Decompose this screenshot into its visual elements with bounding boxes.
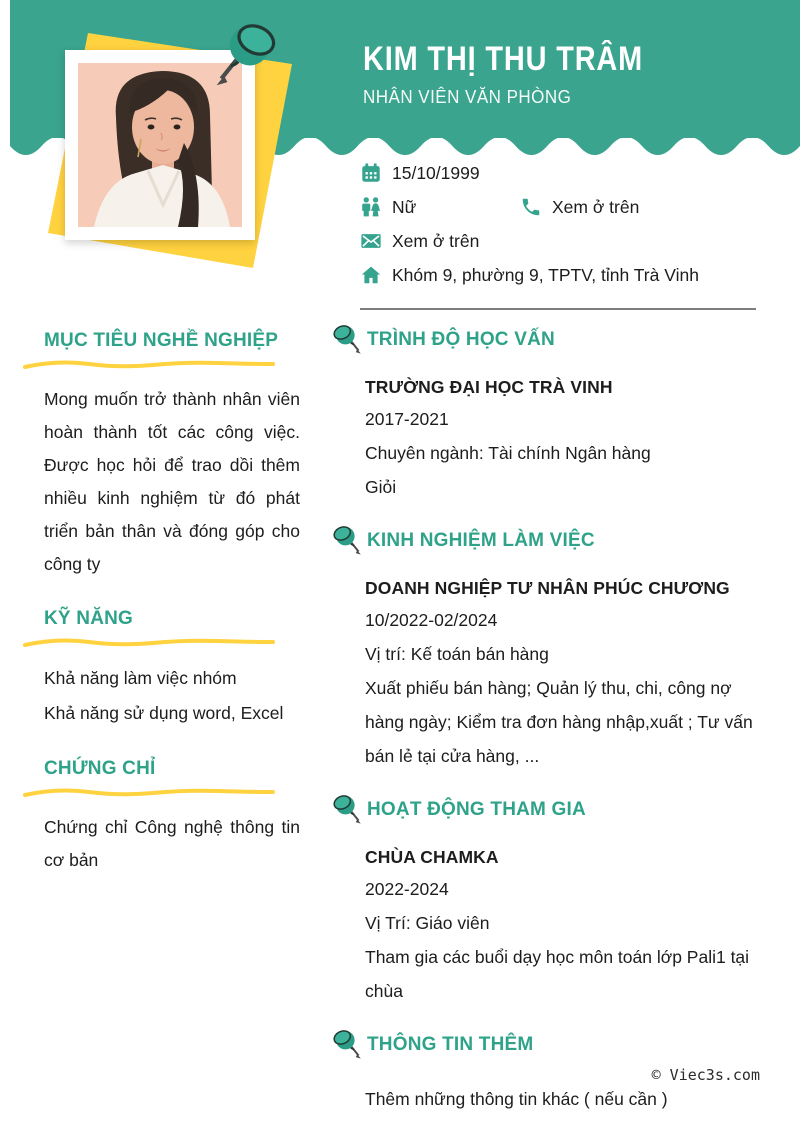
- entry-line: Chuyên ngành: Tài chính Ngân hàng: [365, 443, 651, 463]
- section-title: THÔNG TIN THÊM: [367, 1034, 534, 1055]
- contact-row-email: [360, 230, 758, 252]
- contact-row-address: [360, 264, 758, 286]
- contact-row-birthday: [360, 162, 758, 184]
- calendar-icon: [360, 162, 382, 184]
- entry-line: Tham gia các buổi dạy học môn toán lớp Pali1 tại chùa: [365, 947, 750, 1001]
- section-title: TRÌNH ĐỘ HỌC VẤN: [367, 329, 555, 350]
- section-title: HOẠT ĐỘNG THAM GIA: [367, 799, 586, 820]
- phone-icon: [520, 196, 542, 218]
- mail-icon: [360, 230, 382, 252]
- home-icon: [360, 264, 382, 286]
- section-title: KINH NGHIỆM LÀM VIỆC: [367, 530, 595, 551]
- contact-row-gender-phone: [360, 196, 758, 218]
- gender-icon: [360, 196, 382, 218]
- entry-heading: DOANH NGHIỆP TƯ NHÂN PHÚC CHƯƠNG: [365, 578, 730, 598]
- wavy-underline: [23, 637, 275, 649]
- address-value: Khóm 9, phường 9, TPTV, tỉnh Trà Vinh: [392, 264, 699, 285]
- contact-divider: [360, 308, 756, 310]
- pushpin-icon: [333, 793, 363, 827]
- entry-line: Giỏi: [365, 477, 397, 497]
- section-title: CHỨNG CHỈ: [44, 758, 156, 779]
- section-title: MỤC TIÊU NGHỀ NGHIỆP: [44, 330, 279, 351]
- section-objective: [44, 330, 300, 581]
- experience-entry: [365, 578, 757, 773]
- right-column: [333, 323, 757, 1136]
- section-certificates: [44, 758, 300, 877]
- contact-info: [360, 162, 758, 298]
- entry-heading: TRƯỜNG ĐẠI HỌC TRÀ VINH: [365, 377, 613, 397]
- pushpin-icon: [196, 22, 292, 90]
- entry-line: 10/2022-02/2024: [365, 610, 498, 630]
- birthday-value: 15/10/1999: [392, 162, 480, 183]
- email-value: Xem ở trên: [392, 230, 480, 251]
- certificate-text: Chứng chỉ Công nghệ thông tin cơ bản: [44, 817, 300, 870]
- left-column: [44, 330, 300, 904]
- skill-item: Khả năng làm việc nhóm: [44, 668, 237, 688]
- wavy-underline: [23, 359, 275, 371]
- pushpin-icon: [333, 1028, 363, 1062]
- entry-line: Thêm những thông tin khác ( nếu cần ): [365, 1089, 668, 1109]
- objective-text: Mong muốn trở thành nhân viên hoàn thành tốt các công việc. Được học hỏi để trao dồi thêm nhiều kinh nghiệm từ đó phát triển bản thân và đóng góp cho công ty: [44, 389, 300, 574]
- activity-entry: [365, 847, 757, 1008]
- entry-heading: CHÙA CHAMKA: [365, 847, 499, 867]
- pushpin-icon: [333, 323, 363, 357]
- skill-item: Khả năng sử dụng word, Excel: [44, 703, 284, 723]
- education-entry: [365, 377, 757, 504]
- section-experience: [333, 524, 757, 773]
- wavy-underline: [23, 787, 275, 799]
- additional-info-entry: [365, 1082, 757, 1116]
- phone-value: Xem ở trên: [552, 196, 640, 217]
- copyright: © Viec3s.com: [651, 1066, 760, 1084]
- section-activities: [333, 793, 757, 1008]
- section-education: [333, 323, 757, 504]
- job-title: NHÂN VIÊN VĂN PHÒNG: [363, 86, 572, 107]
- entry-line: Vị Trí: Giáo viên: [365, 913, 490, 933]
- pushpin-icon: [333, 524, 363, 558]
- gender-value: Nữ: [392, 196, 417, 217]
- entry-line: 2022-2024: [365, 879, 449, 899]
- entry-line: Xuất phiếu bán hàng; Quản lý thu, chi, công nợ hàng ngày; Kiểm tra đơn hàng nhập,xuất ; Tư vấn bán lẻ tại cửa hàng, ...: [365, 678, 753, 766]
- entry-line: Vị trí: Kế toán bán hàng: [365, 644, 549, 664]
- entry-line: 2017-2021: [365, 409, 449, 429]
- section-skills: [44, 608, 300, 731]
- person-name: KIM THỊ THU TRÂM: [363, 40, 644, 78]
- section-title: KỸ NĂNG: [44, 608, 134, 629]
